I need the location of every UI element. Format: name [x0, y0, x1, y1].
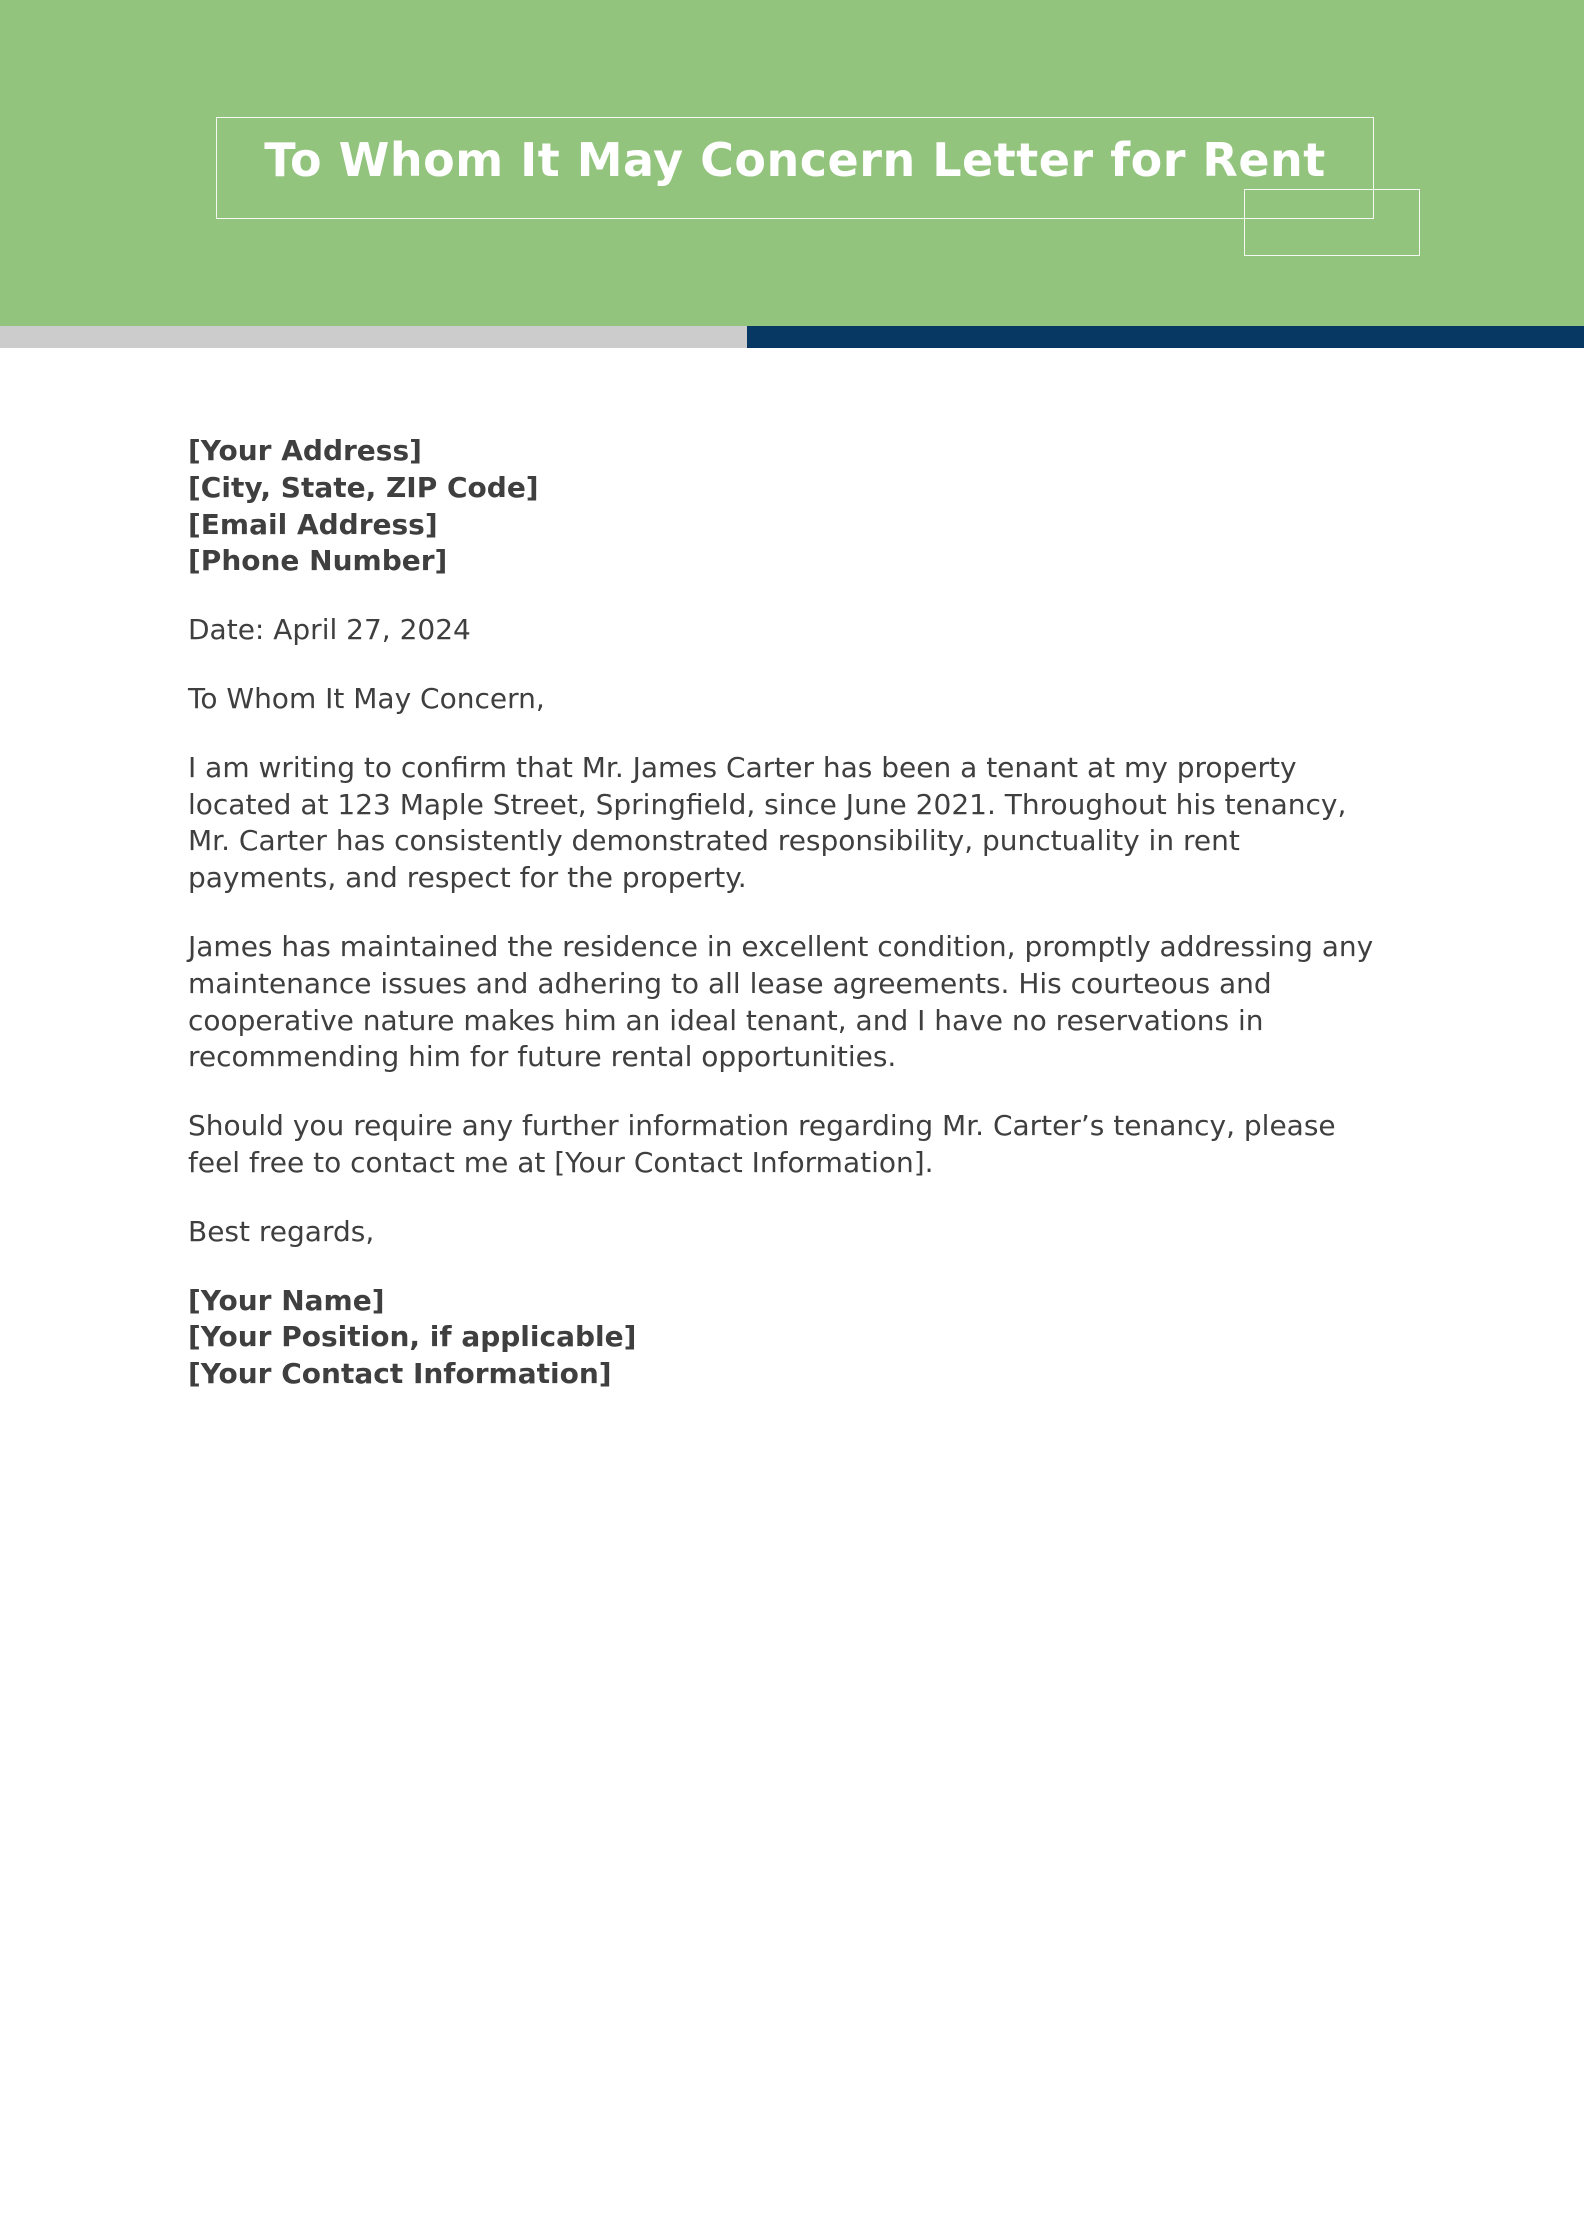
signature-position: [Your Position, if applicable] — [188, 1320, 637, 1354]
paragraph-2-line-3: cooperative nature makes him an ideal tenant, and I have no reservations in — [188, 1003, 1264, 1037]
salutation: To Whom It May Concern, — [188, 681, 545, 715]
paragraph-1-line-2: located at 123 Maple Street, Springfield, since June 2021. Throughout his tenancy, — [188, 787, 1347, 821]
paragraph-2-line-1: James has maintained the residence in excellent condition, promptly addressing any — [188, 929, 1374, 963]
paragraph-1-line-3: Mr. Carter has consistently demonstrated responsibility, punctuality in rent — [188, 824, 1240, 858]
paragraph-1-line-4: payments, and respect for the property. — [188, 861, 747, 895]
paragraph-3-line-1: Should you require any further information regarding Mr. Carter’s tenancy, please — [188, 1109, 1336, 1143]
sender-info — [188, 433, 1408, 580]
paragraph-3-line-2: feel free to contact me at [Your Contact Information]. — [188, 1145, 934, 1179]
paragraph-1 — [188, 750, 1408, 897]
sender-email: [Email Address] — [188, 507, 438, 541]
paragraph-1-line-1: I am writing to confirm that Mr. James Carter has been a tenant at my property — [188, 750, 1297, 784]
paragraph-2-line-4: recommending him for future rental opportunities. — [188, 1040, 897, 1074]
letter-body — [188, 433, 1408, 1425]
paragraph-2-line-2: maintenance issues and adhering to all lease agreements. His courteous and — [188, 966, 1272, 1000]
paragraph-3 — [188, 1108, 1408, 1182]
signature-contact: [Your Contact Information] — [188, 1357, 612, 1391]
page-title: To Whom It May Concern Letter for Rent — [264, 133, 1326, 187]
letter-date: Date: April 27, 2024 — [188, 613, 471, 647]
sender-city-state-zip: [City, State, ZIP Code] — [188, 470, 539, 504]
paragraph-2 — [188, 929, 1408, 1076]
divider-bar-left — [0, 326, 747, 348]
closing: Best regards, — [188, 1214, 375, 1248]
divider-bar-right — [747, 326, 1584, 348]
sender-address: [Your Address] — [188, 434, 422, 467]
signature-name: [Your Name] — [188, 1283, 385, 1317]
header-banner — [0, 0, 1584, 326]
sender-phone: [Phone Number] — [188, 544, 448, 578]
signature-block — [188, 1283, 1408, 1393]
